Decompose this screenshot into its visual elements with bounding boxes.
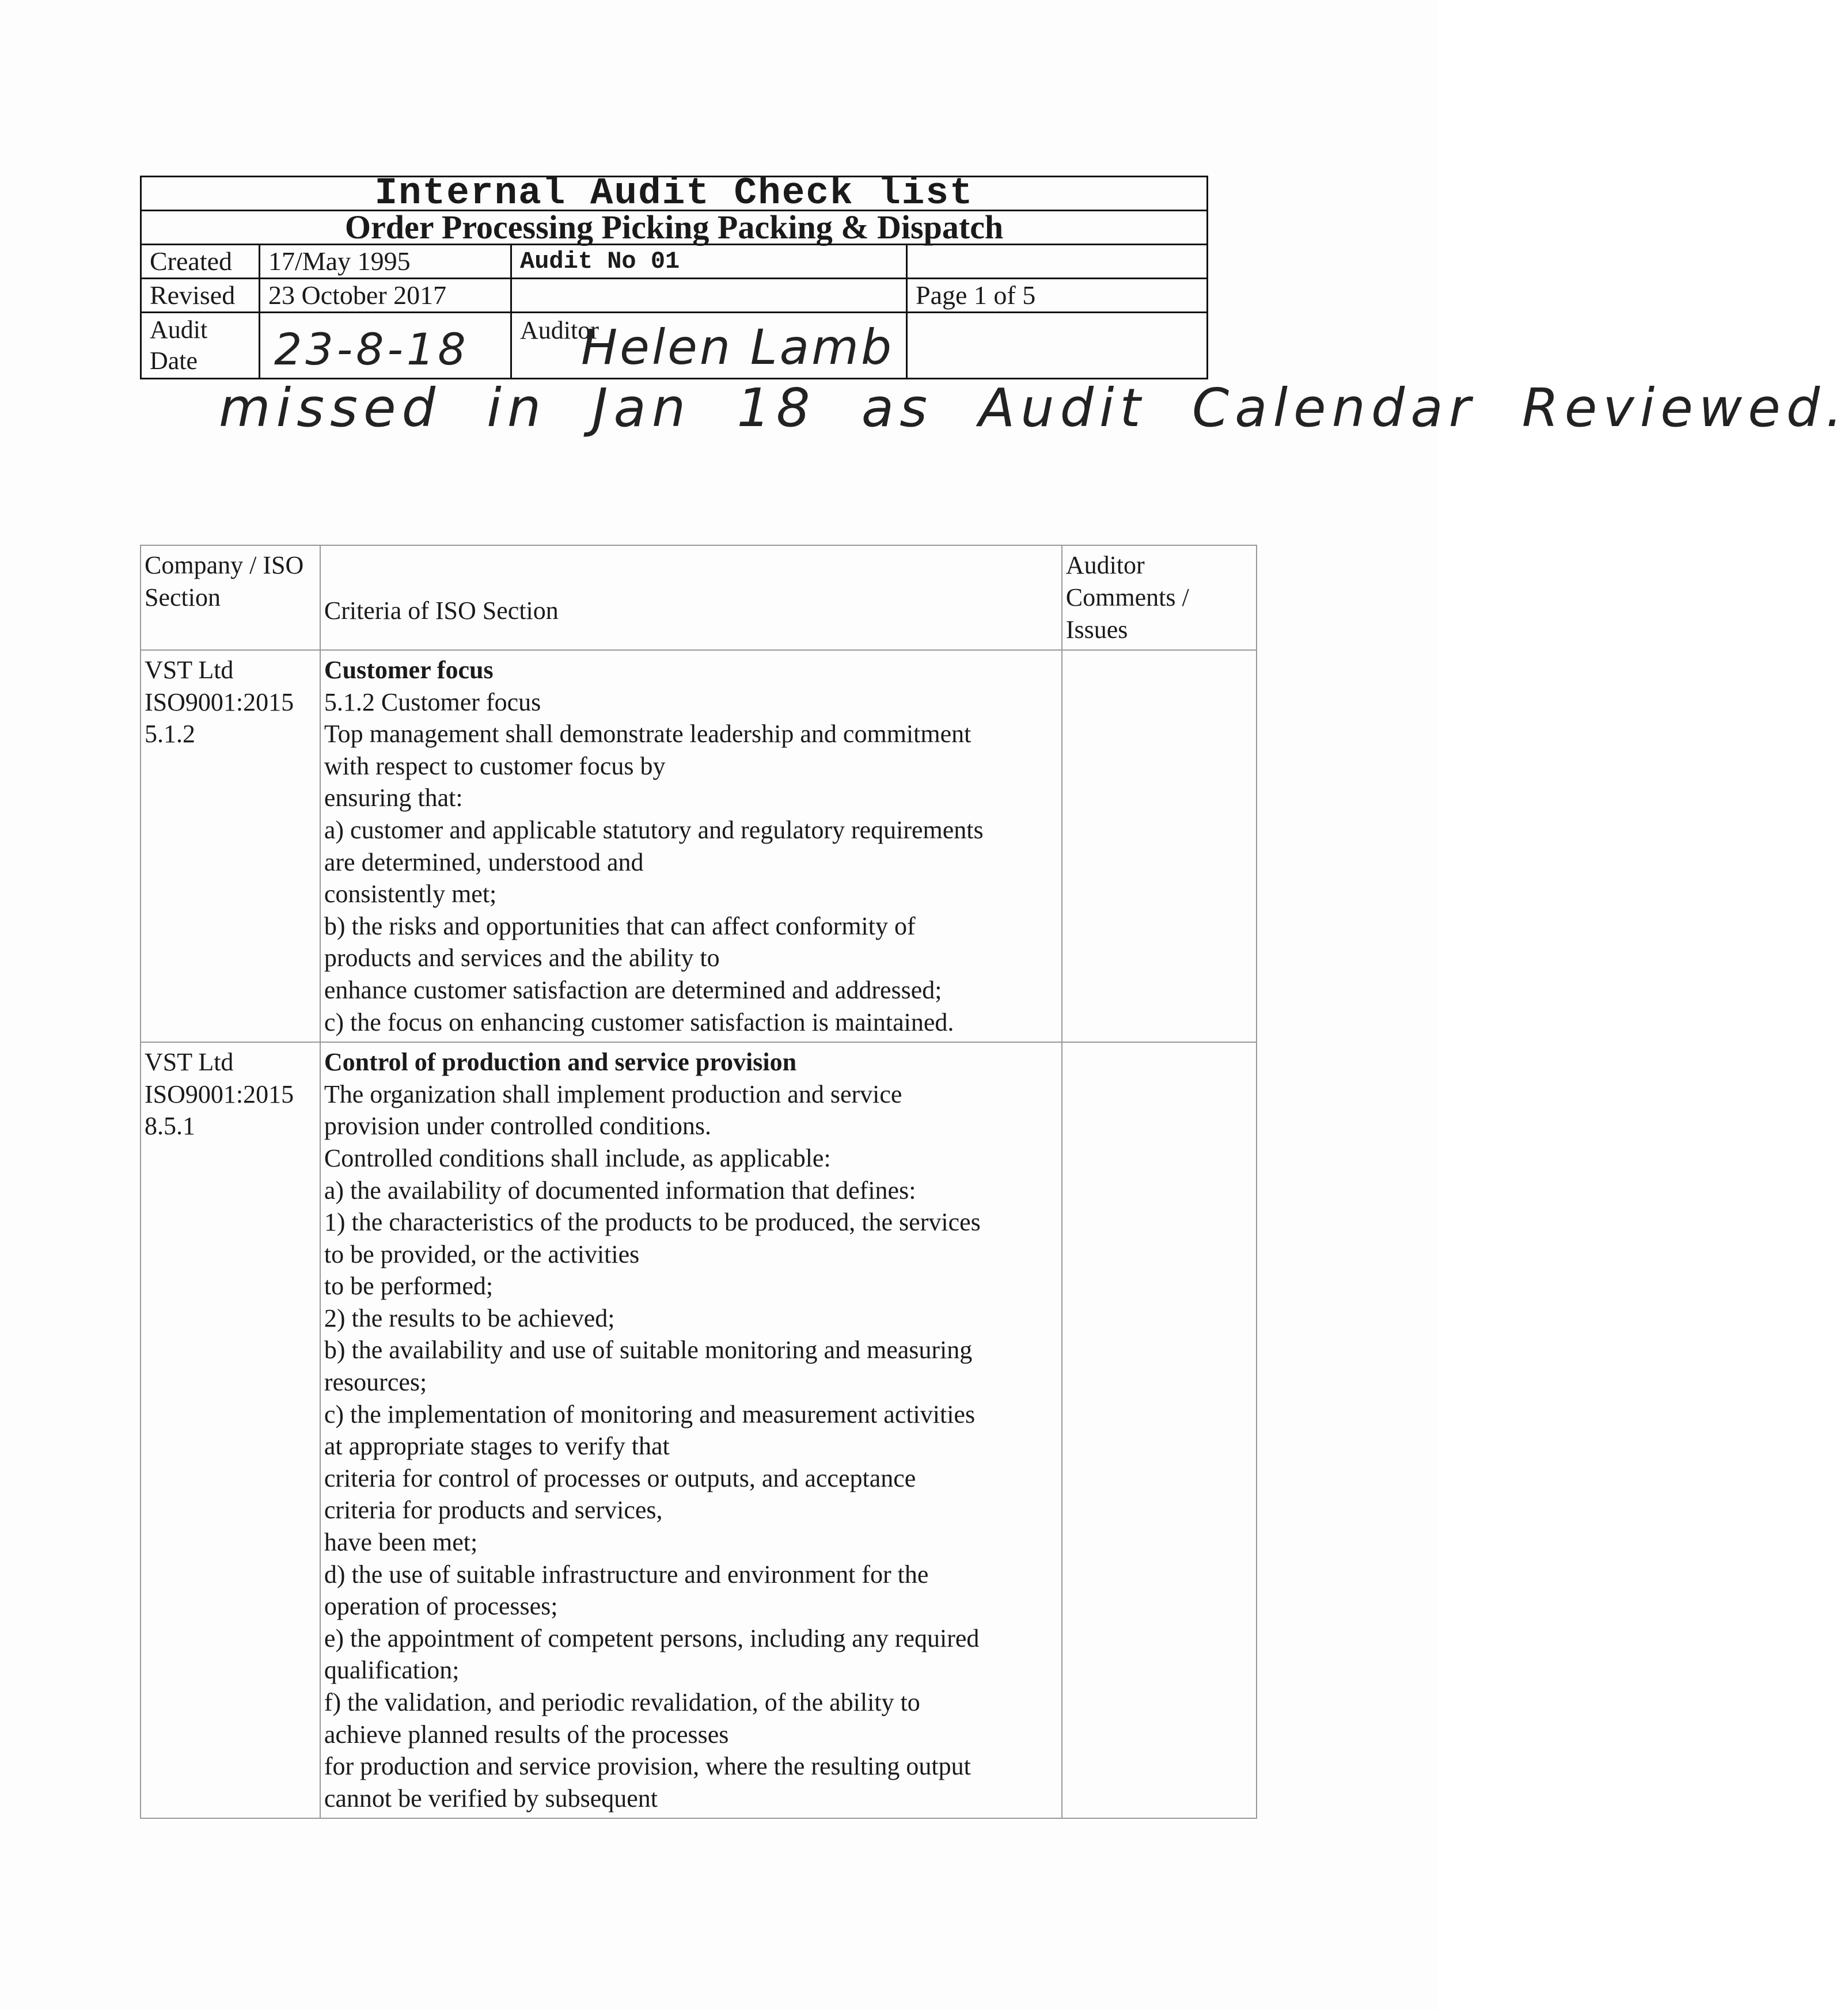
section-column-header: Company / ISO Section — [141, 545, 320, 650]
empty-cell — [907, 245, 1208, 279]
criteria-line: a) the availability of documented information that defines: — [324, 1176, 916, 1205]
table-row — [141, 650, 1257, 1042]
criteria-line: have been met; — [324, 1528, 478, 1557]
criteria-line: 5.1.2 Customer focus — [324, 687, 541, 716]
comments-column-header: Auditor Comments / Issues — [1062, 545, 1257, 650]
audit-date-cell — [260, 313, 511, 379]
criteria-line: ensuring that: — [324, 784, 463, 812]
section-line: ISO9001:2015 — [145, 1080, 294, 1108]
auditor-comments-cell[interactable] — [1062, 650, 1257, 1042]
criteria-line: enhance customer satisfaction are determined and addressed; — [324, 975, 942, 1004]
section-line: ISO9001:2015 — [145, 687, 294, 716]
criteria-line: at appropriate stages to verify that — [324, 1432, 670, 1461]
criteria-line: consistently met; — [324, 880, 497, 909]
created-label: Created — [141, 245, 260, 279]
document-title: Internal Audit Check list — [141, 177, 1208, 211]
section-cell — [141, 650, 320, 1042]
audit-number: Audit No 01 — [511, 245, 907, 279]
criteria-line: resources; — [324, 1368, 427, 1397]
audit-date-handwritten: 23-8-18 — [274, 323, 469, 375]
auditor-cell — [511, 313, 907, 379]
section-cell — [141, 1042, 320, 1818]
header-table — [140, 172, 1208, 379]
auditor-handwritten: Helen Lamb — [581, 319, 894, 375]
revised-label: Revised — [141, 279, 260, 313]
checklist-table — [140, 545, 1257, 1819]
criteria-line: provision under controlled conditions. — [324, 1112, 711, 1141]
section-line: VST Ltd — [145, 656, 234, 684]
document-subtitle: Order Processing Picking Packing & Dispatch — [141, 211, 1208, 245]
checklist-header-row — [141, 545, 1257, 650]
audit-date-label — [141, 313, 260, 379]
empty-cell — [907, 313, 1208, 379]
criteria-line: criteria for control of processes or outputs, and acceptance — [324, 1464, 916, 1492]
criteria-line: The organization shall implement production and service — [324, 1080, 902, 1108]
criteria-line: c) the focus on enhancing customer satisfaction is maintained. — [324, 1008, 954, 1036]
criteria-line: cannot be verified by subsequent — [324, 1784, 658, 1813]
criteria-line: 1) the characteristics of the products to be produced, the services — [324, 1208, 981, 1237]
criteria-line: are determined, understood and — [324, 848, 644, 876]
handwritten-note: missed in Jan 18 as Audit Calendar Reviewed. — [219, 377, 1848, 439]
auditor-comments-cell[interactable] — [1062, 1042, 1257, 1818]
section-line: 8.5.1 — [145, 1112, 195, 1141]
criteria-line: Top management shall demonstrate leadership and commitment — [324, 720, 972, 748]
criteria-line: Controlled conditions shall include, as applicable: — [324, 1143, 831, 1172]
audit-date-label-line-2: Date — [150, 347, 198, 375]
criteria-title: Customer focus — [324, 656, 494, 684]
criteria-line: b) the availability and use of suitable monitoring and measuring — [324, 1336, 973, 1365]
empty-cell — [511, 279, 907, 313]
section-line: VST Ltd — [145, 1048, 234, 1077]
criteria-line: products and services and the ability to — [324, 944, 720, 972]
created-value: 17/May 1995 — [260, 245, 511, 279]
criteria-line: achieve planned results of the processes — [324, 1720, 729, 1749]
criteria-line: e) the appointment of competent persons, including any required — [324, 1624, 980, 1652]
criteria-line: f) the validation, and periodic revalidation, of the ability to — [324, 1688, 920, 1716]
criteria-line: to be performed; — [324, 1272, 494, 1301]
criteria-title: Control of production and service provision — [324, 1048, 797, 1077]
criteria-line: c) the implementation of monitoring and measurement activities — [324, 1400, 976, 1428]
audit-date-label-line-1: Audit — [150, 316, 208, 344]
criteria-cell — [320, 650, 1062, 1042]
criteria-line: qualification; — [324, 1656, 460, 1685]
table-row — [141, 1042, 1257, 1818]
criteria-line: operation of processes; — [324, 1592, 558, 1621]
criteria-line: with respect to customer focus by — [324, 751, 666, 780]
criteria-line: b) the risks and opportunities that can affect conformity of — [324, 911, 916, 940]
criteria-line: a) customer and applicable statutory and regulatory requirements — [324, 815, 984, 844]
section-line: 5.1.2 — [145, 720, 195, 748]
criteria-cell — [320, 1042, 1062, 1818]
auditor-label: Auditor — [520, 316, 599, 344]
page-number: Page 1 of 5 — [907, 279, 1208, 313]
criteria-line: d) the use of suitable infrastructure and environment for the — [324, 1560, 929, 1589]
revised-value: 23 October 2017 — [260, 279, 511, 313]
criteria-line: 2) the results to be achieved; — [324, 1304, 615, 1332]
criteria-column-header: Criteria of ISO Section — [320, 545, 1062, 650]
criteria-line: to be provided, or the activities — [324, 1240, 640, 1268]
criteria-line: criteria for products and services, — [324, 1496, 663, 1525]
criteria-line: for production and service provision, where the resulting output — [324, 1752, 971, 1781]
